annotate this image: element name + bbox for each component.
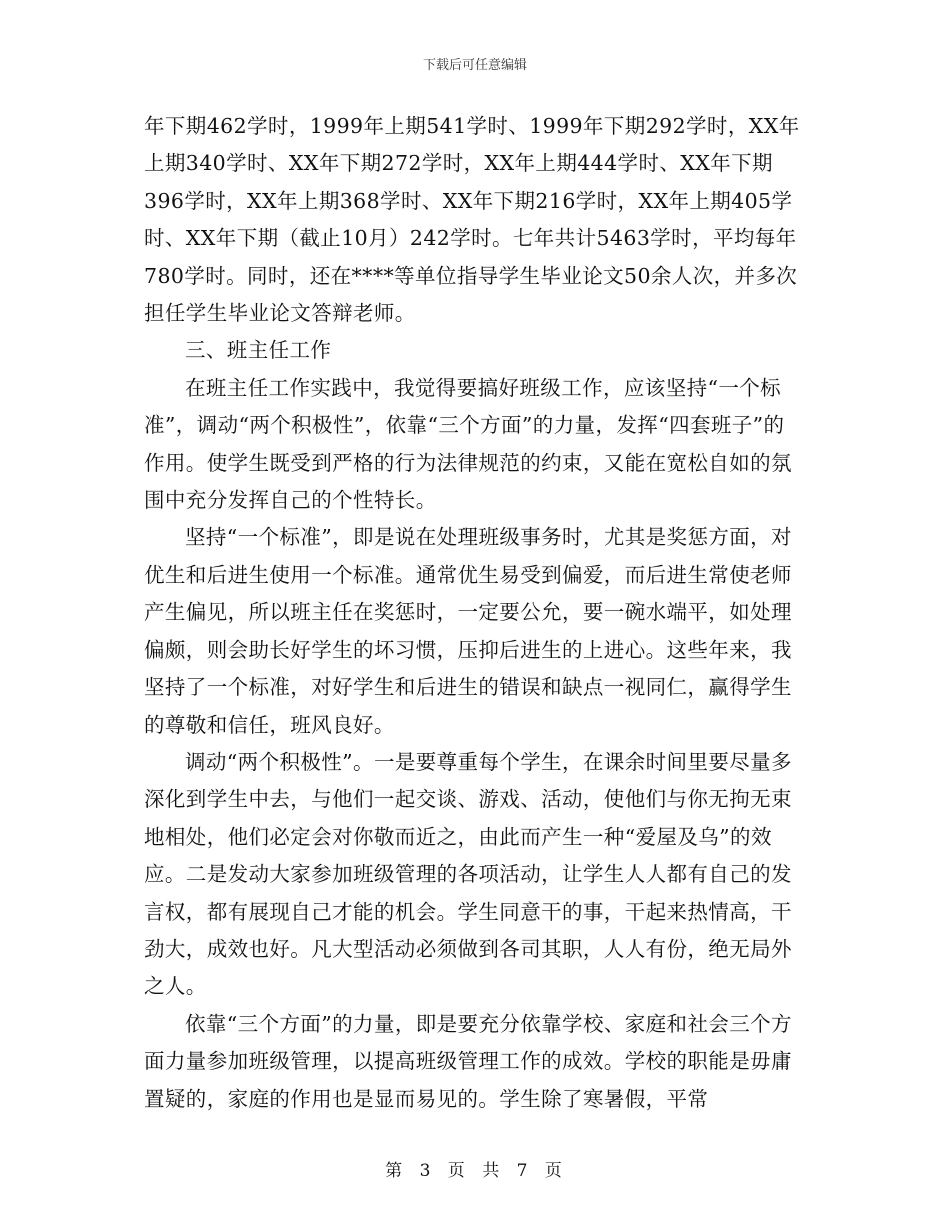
paragraph: 依靠“三个方面”的力量，即是要充分依靠学校、家庭和社会三个方面力量参加班级管理，以提高班级管理工作的成效。学校的职能是毋庸置疑的，家庭的作用也是显而易见的。学生除了寒暑假，平常 <box>144 1011 792 1111</box>
section-heading: 三、班主任工作 <box>185 338 332 363</box>
paragraph-continuation: 年下期462学时，1999年上期541学时、1999年下期292学时，XX年上期340学时、XX年下期272学时，XX年上期444学时、XX年下期396学时，XX年上期368学时、XX年下期216学时，XX年上期405学时、XX年下期（截止10月）242学时。七年共计5463学时，平均每年780学时。同时，还在****等单位指导学生毕业论文50余人次，并多次担任学生毕业论文答辩老师。 <box>144 114 800 326</box>
paragraph: 在班主任工作实践中，我觉得要搞好班级工作，应该坚持“一个标准”，调动“两个积极性”，依靠“三个方面”的力量，发挥“四套班子”的作用。使学生既受到严格的行为法律规范的约束，又能在宽松自如的氛围中充分发挥自己的个性特长。 <box>144 375 792 513</box>
paragraph: 调动“两个积极性”。一是要尊重每个学生，在课余时间里要尽量多深化到学生中去，与他们一起交谈、游戏、活动，使他们与你无拘无束地相处，他们必定会对你敬而近之，由此而产生一种“爱屋及乌”的效应。二是发动大家参加班级管理的各项活动，让学生人人都有自己的发言权，都有展现自己才能的机会。学生同意干的事，干起来热情高，干劲大，成效也好。凡大型活动必须做到各司其职，人人有份，绝无局外之人。 <box>144 749 792 999</box>
page-number: 第 3 页 共 7 页 <box>385 1161 565 1181</box>
document-body <box>144 108 804 1118</box>
page-header: 下载后可任意编辑 <box>422 58 527 73</box>
paragraph: 坚持“一个标准”，即是说在处理班级事务时，尤其是奖惩方面，对优生和后进生使用一个标准。通常优生易受到偏爱，而后进生常使老师产生偏见，所以班主任在奖惩时，一定要公允，要一碗水端平，如处理偏颇，则会助长好学生的坏习惯，压抑后进生的上进心。这些年来，我坚持了一个标准，对好学生和后进生的错误和缺点一视同仁，赢得学生的尊敬和信任，班风良好。 <box>144 525 792 737</box>
